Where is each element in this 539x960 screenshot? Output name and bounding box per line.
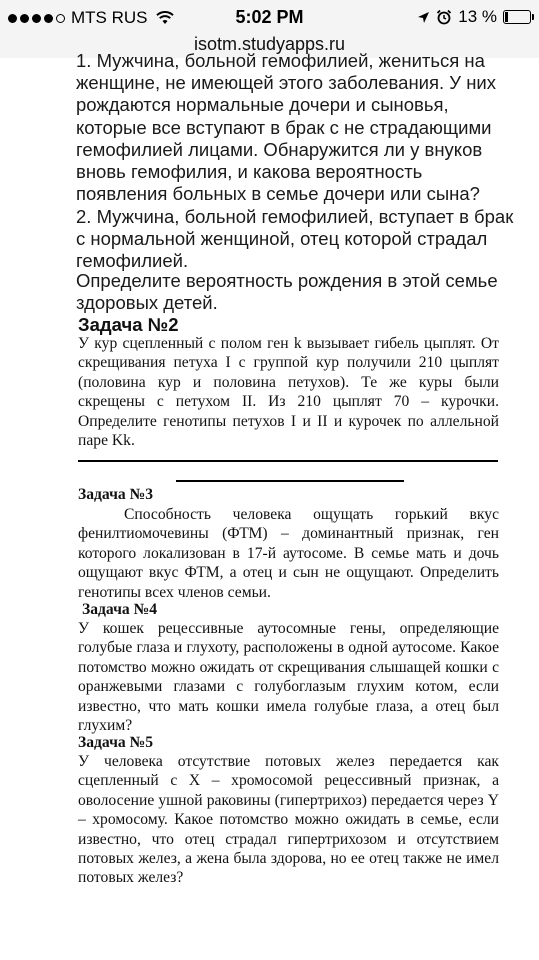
task5-title: Задача №5 [78, 734, 154, 751]
signal-strength-icon [8, 14, 65, 23]
problem1-text: 1. Мужчина, больной гемофилией, жениться на женщине, не имеющей этого заболевания. У них рождаются нормальные дочери и сыновья, которые все вступают в брак с не страдающими гемофилией лицами. Обнаружится ли у внуков вновь гемофилия, и какова вероятность появления больных в семье дочери или сына? [76, 50, 496, 205]
status-right [417, 7, 531, 27]
battery-percent: 13 % [458, 7, 497, 26]
task5-text: У человека отсутствие потовых желез передается как сцепленный с Х – хромосомой рецессивный признак, а оволосение ушной раковины (гипертрихоз) передается через Y – хромосому. Какое потомство можно ожидать в семье, если известно, что отец страдал гипертрихозом и отсутствием потовых желез, а жена была здорова, но ее отец также не имел потовых желез? [78, 753, 499, 887]
wifi-icon [156, 11, 174, 25]
task3-text: Способность человека ощущать горький вкус фенилтиомочевины (ФТМ) – доминантный признак, ген которого локализован в 17-й аутосоме. В семье мать и дочь ощущают вкус ФТМ, а отец и сын не ощущают. Определить генотипы всех членов семьи. [78, 506, 499, 601]
problem2-text: 2. Мужчина, больной гемофилией, вступает в брак с нормальной женщиной, отец которой страдал гемофилией. [76, 206, 514, 272]
task4-title: Задача №4 [82, 601, 158, 618]
carrier-name: MTS RUS [71, 8, 148, 27]
status-left [8, 8, 174, 28]
task3-title: Задача №3 [78, 486, 154, 503]
alarm-clock-icon [436, 9, 452, 25]
status-time: 5:02 PM [235, 7, 304, 27]
problem2-question: Определите вероятность рождения в этой семье здоровых детей. [76, 270, 498, 314]
task2-text: У кур сцепленный с полом ген k вызывает гибель цыплят. От скрещивания петуха I с группой кур получили 210 цыплят (половина кур и половина петухов). Те же куры были скрещены с петухом II. Из 210 цыплят 70 – курочки. Определите генотипы петухов I и II и курочек по аллельной паре Kk. [78, 335, 499, 450]
task4-text: У кошек рецессивные аутосомные гены, определяющие голубые глаза и глухоту, расположены в одной аутосоме. Какое потомство можно ожидать от скрещивания слышащей кошки с оранжевыми глазами с голубоглазым глухим котом, если известно, что мать кошки имела голубые глаза, а отец был глухим? [78, 620, 499, 735]
battery-icon [503, 10, 531, 24]
divider-line [78, 460, 498, 462]
status-bar [0, 0, 539, 34]
address-bar[interactable]: isotm.studyapps.ru [0, 34, 539, 58]
task2-title: Задача №2 [78, 314, 179, 335]
divider-line-short [176, 480, 404, 482]
location-arrow-icon [417, 11, 430, 24]
